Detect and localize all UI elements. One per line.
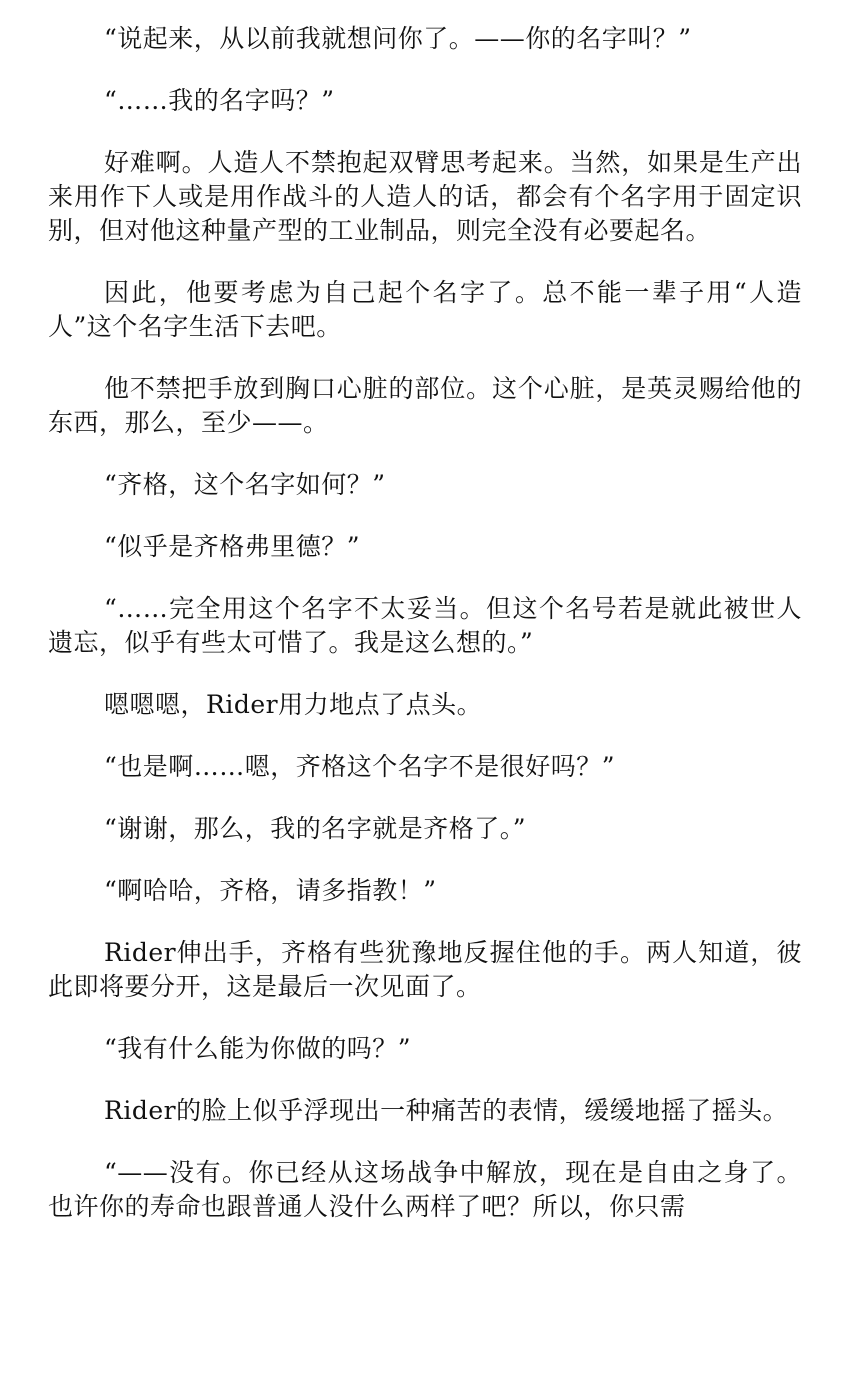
paragraph: “似乎是齐格弗里德？” xyxy=(104,532,361,561)
paragraph: “也是啊……嗯，齐格这个名字不是很好吗？” xyxy=(104,752,616,781)
document-page xyxy=(48,22,802,1252)
paragraph: “——没有。你已经从这场战争中解放，现在是自由之身了。也许你的寿命也跟普通人没什么两样了吧？所以，你只需 xyxy=(48,1158,802,1221)
paragraph: 他不禁把手放到胸口心脏的部位。这个心脏，是英灵赐给他的东西，那么，至少——。 xyxy=(48,374,802,437)
paragraph: Rider伸出手，齐格有些犹豫地反握住他的手。两人知道，彼此即将要分开，这是最后一次见面了。 xyxy=(48,938,802,1001)
paragraph: 嗯嗯嗯，Rider用力地点了点头。 xyxy=(104,690,483,719)
paragraph: “……我的名字吗？” xyxy=(104,86,335,115)
paragraph: 因此，他要考虑为自己起个名字了。总不能一辈子用“人造人”这个名字生活下去吧。 xyxy=(48,278,802,341)
paragraph: “啊哈哈，齐格，请多指教！” xyxy=(104,876,437,905)
paragraph: Rider的脸上似乎浮现出一种痛苦的表情，缓缓地摇了摇头。 xyxy=(104,1096,789,1125)
paragraph: 好难啊。人造人不禁抱起双臂思考起来。当然，如果是生产出来用作下人或是用作战斗的人造人的话，都会有个名字用于固定识别，但对他这种量产型的工业制品，则完全没有必要起名。 xyxy=(48,148,802,245)
paragraph: “说起来，从以前我就想问你了。——你的名字叫？” xyxy=(104,24,692,53)
paragraph: “谢谢，那么，我的名字就是齐格了。” xyxy=(104,814,527,843)
paragraph: “我有什么能为你做的吗？” xyxy=(104,1034,412,1063)
paragraph: “……完全用这个名字不太妥当。但这个名号若是就此被世人遗忘，似乎有些太可惜了。我是这么想的。” xyxy=(48,594,802,657)
paragraph: “齐格，这个名字如何？” xyxy=(104,470,386,499)
